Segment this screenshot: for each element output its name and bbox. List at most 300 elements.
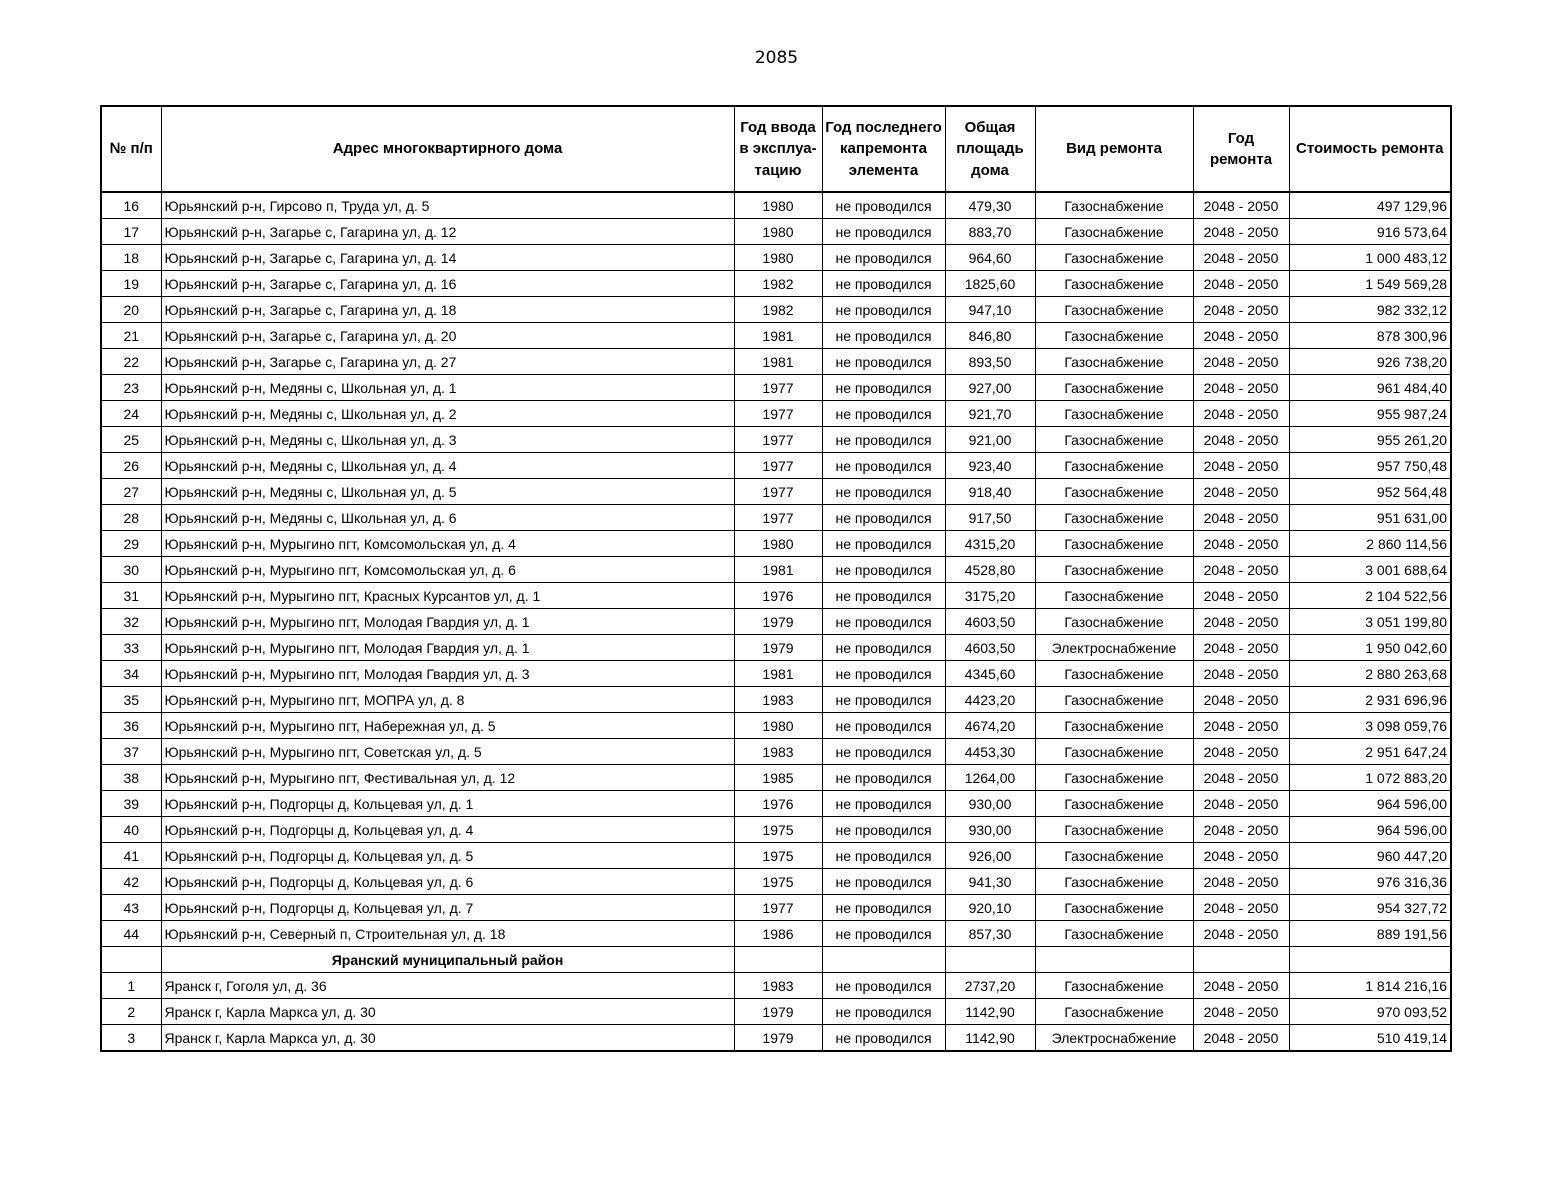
table-row: [101, 713, 1451, 739]
empty-cell: [822, 947, 945, 973]
cell-num: 20: [101, 297, 161, 323]
header-repair-type: Вид ремонта: [1035, 106, 1193, 192]
cell-year-last-repair: не проводился: [822, 375, 945, 401]
cell-repair-type: Газоснабжение: [1035, 531, 1193, 557]
cell-area: 2737,20: [945, 973, 1035, 999]
cell-year-last-repair: не проводился: [822, 713, 945, 739]
cell-address: Яранск г, Карла Маркса ул, д. 30: [161, 1025, 734, 1052]
cell-repair-type: Электроснабжение: [1035, 1025, 1193, 1052]
cell-year-commissioned: 1977: [734, 375, 822, 401]
cell-repair-type: Газоснабжение: [1035, 271, 1193, 297]
cell-area: 4674,20: [945, 713, 1035, 739]
cell-year-last-repair: не проводился: [822, 765, 945, 791]
table-row: [101, 791, 1451, 817]
cell-year-commissioned: 1983: [734, 973, 822, 999]
cell-year-last-repair: не проводился: [822, 531, 945, 557]
cell-num: 3: [101, 1025, 161, 1052]
cell-area: 921,00: [945, 427, 1035, 453]
cell-year-commissioned: 1977: [734, 401, 822, 427]
cell-cost: 952 564,48: [1289, 479, 1451, 505]
cell-repair-type: Газоснабжение: [1035, 453, 1193, 479]
cell-address: Юрьянский р-н, Загарье с, Гагарина ул, д. 18: [161, 297, 734, 323]
cell-repair-period: 2048 - 2050: [1193, 192, 1289, 219]
cell-year-last-repair: не проводился: [822, 817, 945, 843]
cell-cost: 878 300,96: [1289, 323, 1451, 349]
table-row: [101, 973, 1451, 999]
table-row: [101, 635, 1451, 661]
cell-repair-type: Газоснабжение: [1035, 895, 1193, 921]
cell-repair-type: Газоснабжение: [1035, 505, 1193, 531]
cell-year-last-repair: не проводился: [822, 219, 945, 245]
cell-repair-period: 2048 - 2050: [1193, 713, 1289, 739]
cell-year-last-repair: не проводился: [822, 271, 945, 297]
cell-address: Юрьянский р-н, Мурыгино пгт, Молодая Гвардия ул, д. 1: [161, 635, 734, 661]
cell-area: 964,60: [945, 245, 1035, 271]
cell-year-last-repair: не проводился: [822, 349, 945, 375]
cell-year-commissioned: 1979: [734, 999, 822, 1025]
cell-address: Юрьянский р-н, Медяны с, Школьная ул, д. 2: [161, 401, 734, 427]
cell-num: 32: [101, 609, 161, 635]
cell-num: 29: [101, 531, 161, 557]
cell-year-commissioned: 1982: [734, 271, 822, 297]
table-row: [101, 921, 1451, 947]
cell-cost: 1 000 483,12: [1289, 245, 1451, 271]
cell-address: Юрьянский р-н, Подгорцы д, Кольцевая ул, д. 6: [161, 869, 734, 895]
header-address: Адрес многоквартирного дома: [161, 106, 734, 192]
cell-repair-period: 2048 - 2050: [1193, 531, 1289, 557]
cell-address: Юрьянский р-н, Мурыгино пгт, Набережная ул, д. 5: [161, 713, 734, 739]
cell-area: 918,40: [945, 479, 1035, 505]
cell-repair-period: 2048 - 2050: [1193, 219, 1289, 245]
cell-cost: 960 447,20: [1289, 843, 1451, 869]
cell-area: 893,50: [945, 349, 1035, 375]
table-row: [101, 843, 1451, 869]
cell-address: Юрьянский р-н, Загарье с, Гагарина ул, д. 14: [161, 245, 734, 271]
cell-repair-type: Газоснабжение: [1035, 687, 1193, 713]
cell-repair-type: Газоснабжение: [1035, 557, 1193, 583]
cell-repair-type: Газоснабжение: [1035, 323, 1193, 349]
cell-num: 31: [101, 583, 161, 609]
table-row: [101, 349, 1451, 375]
cell-repair-period: 2048 - 2050: [1193, 557, 1289, 583]
empty-cell: [1035, 947, 1193, 973]
cell-repair-period: 2048 - 2050: [1193, 375, 1289, 401]
cell-year-last-repair: не проводился: [822, 973, 945, 999]
cell-num: 17: [101, 219, 161, 245]
cell-address: Юрьянский р-н, Мурыгино пгт, Фестивальная ул, д. 12: [161, 765, 734, 791]
cell-num: 26: [101, 453, 161, 479]
cell-num: 37: [101, 739, 161, 765]
cell-num: 18: [101, 245, 161, 271]
table-row: [101, 453, 1451, 479]
cell-area: 883,70: [945, 219, 1035, 245]
cell-year-commissioned: 1983: [734, 739, 822, 765]
table-row: [101, 739, 1451, 765]
cell-num: 39: [101, 791, 161, 817]
table-row: [101, 557, 1451, 583]
cell-repair-type: Газоснабжение: [1035, 843, 1193, 869]
cell-cost: 955 261,20: [1289, 427, 1451, 453]
cell-address: Юрьянский р-н, Мурыгино пгт, Советская ул, д. 5: [161, 739, 734, 765]
cell-address: Юрьянский р-н, Мурыгино пгт, Молодая Гвардия ул, д. 3: [161, 661, 734, 687]
cell-area: 1264,00: [945, 765, 1035, 791]
cell-repair-type: Газоснабжение: [1035, 401, 1193, 427]
cell-cost: 3 001 688,64: [1289, 557, 1451, 583]
cell-year-last-repair: не проводился: [822, 869, 945, 895]
cell-num: 44: [101, 921, 161, 947]
cell-area: 4603,50: [945, 609, 1035, 635]
table-row: [101, 401, 1451, 427]
table-row: [101, 479, 1451, 505]
cell-cost: 1 549 569,28: [1289, 271, 1451, 297]
cell-year-commissioned: 1981: [734, 661, 822, 687]
cell-repair-type: Газоснабжение: [1035, 219, 1193, 245]
cell-repair-type: Газоснабжение: [1035, 921, 1193, 947]
table-row: [101, 1025, 1451, 1052]
cell-address: Юрьянский р-н, Загарье с, Гагарина ул, д. 20: [161, 323, 734, 349]
cell-repair-period: 2048 - 2050: [1193, 427, 1289, 453]
table-row: [101, 245, 1451, 271]
cell-cost: 2 951 647,24: [1289, 739, 1451, 765]
cell-repair-period: 2048 - 2050: [1193, 999, 1289, 1025]
cell-repair-type: Газоснабжение: [1035, 661, 1193, 687]
cell-area: 941,30: [945, 869, 1035, 895]
cell-repair-type: Газоснабжение: [1035, 791, 1193, 817]
cell-repair-period: 2048 - 2050: [1193, 453, 1289, 479]
cell-num: 40: [101, 817, 161, 843]
cell-repair-period: 2048 - 2050: [1193, 505, 1289, 531]
cell-year-commissioned: 1981: [734, 557, 822, 583]
cell-repair-type: Газоснабжение: [1035, 245, 1193, 271]
table-row: [101, 765, 1451, 791]
table-row: [101, 271, 1451, 297]
table-body: [101, 192, 1451, 1051]
cell-address: Юрьянский р-н, Медяны с, Школьная ул, д. 3: [161, 427, 734, 453]
cell-repair-period: 2048 - 2050: [1193, 1025, 1289, 1052]
cell-year-commissioned: 1980: [734, 531, 822, 557]
header-year-commissioned: Год ввода в эксплуа-тацию: [734, 106, 822, 192]
cell-area: 930,00: [945, 791, 1035, 817]
cell-repair-period: 2048 - 2050: [1193, 817, 1289, 843]
cell-year-commissioned: 1977: [734, 427, 822, 453]
cell-cost: 2 931 696,96: [1289, 687, 1451, 713]
cell-num: 34: [101, 661, 161, 687]
cell-year-last-repair: не проводился: [822, 739, 945, 765]
cell-repair-type: Газоснабжение: [1035, 817, 1193, 843]
cell-cost: 976 316,36: [1289, 869, 1451, 895]
cell-repair-period: 2048 - 2050: [1193, 869, 1289, 895]
cell-cost: 2 104 522,56: [1289, 583, 1451, 609]
cell-year-last-repair: не проводился: [822, 999, 945, 1025]
cell-repair-type: Газоснабжение: [1035, 349, 1193, 375]
cell-num: 23: [101, 375, 161, 401]
cell-area: 4315,20: [945, 531, 1035, 557]
cell-year-last-repair: не проводился: [822, 1025, 945, 1052]
cell-address: Яранск г, Гоголя ул, д. 36: [161, 973, 734, 999]
cell-area: 1142,90: [945, 999, 1035, 1025]
cell-year-last-repair: не проводился: [822, 479, 945, 505]
cell-address: Юрьянский р-н, Загарье с, Гагарина ул, д. 27: [161, 349, 734, 375]
cell-year-commissioned: 1979: [734, 635, 822, 661]
cell-address: Юрьянский р-н, Мурыгино пгт, МОПРА ул, д. 8: [161, 687, 734, 713]
cell-address: Юрьянский р-н, Мурыгино пгт, Молодая Гвардия ул, д. 1: [161, 609, 734, 635]
cell-area: 3175,20: [945, 583, 1035, 609]
table-row: [101, 687, 1451, 713]
cell-area: 4528,80: [945, 557, 1035, 583]
empty-cell: [734, 947, 822, 973]
cell-num: 42: [101, 869, 161, 895]
empty-cell: [945, 947, 1035, 973]
cell-year-last-repair: не проводился: [822, 401, 945, 427]
cell-repair-period: 2048 - 2050: [1193, 297, 1289, 323]
cell-year-last-repair: не проводился: [822, 687, 945, 713]
cell-cost: 2 880 263,68: [1289, 661, 1451, 687]
cell-num: 30: [101, 557, 161, 583]
cell-year-last-repair: не проводился: [822, 635, 945, 661]
table-row: [101, 661, 1451, 687]
cell-repair-period: 2048 - 2050: [1193, 791, 1289, 817]
cell-year-commissioned: 1986: [734, 921, 822, 947]
cell-address: Юрьянский р-н, Мурыгино пгт, Красных Курсантов ул, д. 1: [161, 583, 734, 609]
cell-repair-type: Газоснабжение: [1035, 297, 1193, 323]
cell-cost: 961 484,40: [1289, 375, 1451, 401]
cell-year-commissioned: 1977: [734, 895, 822, 921]
header-num: № п/п: [101, 106, 161, 192]
empty-cell: [101, 947, 161, 973]
cell-year-commissioned: 1979: [734, 1025, 822, 1052]
cell-year-last-repair: не проводился: [822, 843, 945, 869]
cell-area: 947,10: [945, 297, 1035, 323]
cell-repair-period: 2048 - 2050: [1193, 583, 1289, 609]
cell-repair-type: Электроснабжение: [1035, 635, 1193, 661]
table-row: [101, 895, 1451, 921]
cell-year-commissioned: 1981: [734, 349, 822, 375]
cell-cost: 964 596,00: [1289, 791, 1451, 817]
table-row: [101, 531, 1451, 557]
cell-address: Юрьянский р-н, Загарье с, Гагарина ул, д. 12: [161, 219, 734, 245]
cell-year-commissioned: 1976: [734, 791, 822, 817]
cell-cost: 2 860 114,56: [1289, 531, 1451, 557]
cell-cost: 964 596,00: [1289, 817, 1451, 843]
cell-repair-type: Газоснабжение: [1035, 739, 1193, 765]
cell-repair-type: Газоснабжение: [1035, 609, 1193, 635]
table-row: [101, 219, 1451, 245]
cell-repair-period: 2048 - 2050: [1193, 349, 1289, 375]
cell-area: 479,30: [945, 192, 1035, 219]
cell-address: Юрьянский р-н, Подгорцы д, Кольцевая ул, д. 7: [161, 895, 734, 921]
table-row: [101, 609, 1451, 635]
table-row: [101, 375, 1451, 401]
cell-year-last-repair: не проводился: [822, 297, 945, 323]
table-row: [101, 583, 1451, 609]
cell-address: Яранск г, Карла Маркса ул, д. 30: [161, 999, 734, 1025]
cell-address: Юрьянский р-н, Медяны с, Школьная ул, д. 4: [161, 453, 734, 479]
table-row: [101, 999, 1451, 1025]
cell-year-commissioned: 1980: [734, 245, 822, 271]
cell-repair-type: Газоснабжение: [1035, 973, 1193, 999]
cell-num: 24: [101, 401, 161, 427]
cell-address: Юрьянский р-н, Подгорцы д, Кольцевая ул, д. 4: [161, 817, 734, 843]
cell-num: 22: [101, 349, 161, 375]
cell-year-commissioned: 1980: [734, 192, 822, 219]
cell-repair-type: Газоснабжение: [1035, 765, 1193, 791]
cell-year-last-repair: не проводился: [822, 505, 945, 531]
cell-repair-type: Газоснабжение: [1035, 869, 1193, 895]
cell-year-last-repair: не проводился: [822, 245, 945, 271]
cell-cost: 955 987,24: [1289, 401, 1451, 427]
cell-year-commissioned: 1977: [734, 479, 822, 505]
cell-repair-period: 2048 - 2050: [1193, 245, 1289, 271]
cell-year-last-repair: не проводился: [822, 661, 945, 687]
table-row: [101, 297, 1451, 323]
cell-area: 926,00: [945, 843, 1035, 869]
cell-area: 920,10: [945, 895, 1035, 921]
cell-repair-period: 2048 - 2050: [1193, 661, 1289, 687]
table-row: [101, 192, 1451, 219]
cell-year-commissioned: 1981: [734, 323, 822, 349]
cell-address: Юрьянский р-н, Подгорцы д, Кольцевая ул, д. 1: [161, 791, 734, 817]
cell-address: Юрьянский р-н, Загарье с, Гагарина ул, д. 16: [161, 271, 734, 297]
cell-address: Юрьянский р-н, Мурыгино пгт, Комсомольская ул, д. 6: [161, 557, 734, 583]
cell-area: 857,30: [945, 921, 1035, 947]
cell-num: 25: [101, 427, 161, 453]
cell-repair-type: Газоснабжение: [1035, 427, 1193, 453]
cell-address: Юрьянский р-н, Медяны с, Школьная ул, д. 5: [161, 479, 734, 505]
cell-repair-period: 2048 - 2050: [1193, 973, 1289, 999]
cell-cost: 926 738,20: [1289, 349, 1451, 375]
cell-repair-type: Газоснабжение: [1035, 999, 1193, 1025]
table-row: [101, 869, 1451, 895]
cell-num: 28: [101, 505, 161, 531]
cell-year-last-repair: не проводился: [822, 895, 945, 921]
cell-repair-type: Газоснабжение: [1035, 375, 1193, 401]
cell-year-commissioned: 1975: [734, 817, 822, 843]
cell-repair-period: 2048 - 2050: [1193, 271, 1289, 297]
cell-year-commissioned: 1975: [734, 869, 822, 895]
cell-area: 923,40: [945, 453, 1035, 479]
cell-num: 43: [101, 895, 161, 921]
cell-num: 19: [101, 271, 161, 297]
cell-cost: 3 051 199,80: [1289, 609, 1451, 635]
page-number: 2085: [754, 48, 799, 68]
cell-num: 36: [101, 713, 161, 739]
cell-address: Юрьянский р-н, Подгорцы д, Кольцевая ул, д. 5: [161, 843, 734, 869]
cell-cost: 951 631,00: [1289, 505, 1451, 531]
cell-address: Юрьянский р-н, Северный п, Строительная ул, д. 18: [161, 921, 734, 947]
cell-year-last-repair: не проводился: [822, 921, 945, 947]
cell-repair-period: 2048 - 2050: [1193, 765, 1289, 791]
cell-year-last-repair: не проводился: [822, 557, 945, 583]
cell-year-last-repair: не проводился: [822, 323, 945, 349]
cell-cost: 957 750,48: [1289, 453, 1451, 479]
cell-area: 4603,50: [945, 635, 1035, 661]
cell-num: 1: [101, 973, 161, 999]
cell-cost: 916 573,64: [1289, 219, 1451, 245]
cell-year-last-repair: не проводился: [822, 791, 945, 817]
header-year-last-repair: Год последнего капремонта элемента: [822, 106, 945, 192]
table-row: [101, 323, 1451, 349]
cell-repair-period: 2048 - 2050: [1193, 401, 1289, 427]
cell-num: 38: [101, 765, 161, 791]
cell-area: 846,80: [945, 323, 1035, 349]
cell-cost: 510 419,14: [1289, 1025, 1451, 1052]
cell-address: Юрьянский р-н, Медяны с, Школьная ул, д. 1: [161, 375, 734, 401]
cell-repair-period: 2048 - 2050: [1193, 843, 1289, 869]
cell-address: Юрьянский р-н, Мурыгино пгт, Комсомольская ул, д. 4: [161, 531, 734, 557]
cell-repair-period: 2048 - 2050: [1193, 609, 1289, 635]
cell-num: 35: [101, 687, 161, 713]
cell-year-last-repair: не проводился: [822, 583, 945, 609]
cell-cost: 1 950 042,60: [1289, 635, 1451, 661]
cell-area: 4453,30: [945, 739, 1035, 765]
cell-area: 927,00: [945, 375, 1035, 401]
cell-year-commissioned: 1983: [734, 687, 822, 713]
cell-cost: 982 332,12: [1289, 297, 1451, 323]
cell-cost: 954 327,72: [1289, 895, 1451, 921]
cell-area: 4345,60: [945, 661, 1035, 687]
cell-year-commissioned: 1977: [734, 453, 822, 479]
cell-repair-period: 2048 - 2050: [1193, 323, 1289, 349]
cell-cost: 497 129,96: [1289, 192, 1451, 219]
cell-address: Юрьянский р-н, Медяны с, Школьная ул, д. 6: [161, 505, 734, 531]
cell-num: 2: [101, 999, 161, 1025]
cell-cost: 970 093,52: [1289, 999, 1451, 1025]
table-row: [101, 505, 1451, 531]
cell-area: 4423,20: [945, 687, 1035, 713]
cell-repair-period: 2048 - 2050: [1193, 739, 1289, 765]
cell-year-last-repair: не проводился: [822, 427, 945, 453]
section-title: Яранский муниципальный район: [161, 947, 734, 973]
cell-num: 27: [101, 479, 161, 505]
cell-repair-period: 2048 - 2050: [1193, 921, 1289, 947]
repair-registry-table: [100, 105, 1452, 1052]
cell-cost: 889 191,56: [1289, 921, 1451, 947]
cell-repair-period: 2048 - 2050: [1193, 895, 1289, 921]
cell-area: 921,70: [945, 401, 1035, 427]
cell-repair-period: 2048 - 2050: [1193, 479, 1289, 505]
cell-repair-type: Газоснабжение: [1035, 479, 1193, 505]
cell-area: 930,00: [945, 817, 1035, 843]
cell-cost: 1 814 216,16: [1289, 973, 1451, 999]
cell-cost: 3 098 059,76: [1289, 713, 1451, 739]
header-repair-period: Год ремонта: [1193, 106, 1289, 192]
cell-repair-period: 2048 - 2050: [1193, 635, 1289, 661]
table-row: [101, 817, 1451, 843]
cell-num: 16: [101, 192, 161, 219]
cell-cost: 1 072 883,20: [1289, 765, 1451, 791]
table-row: [101, 427, 1451, 453]
cell-repair-type: Газоснабжение: [1035, 713, 1193, 739]
cell-num: 33: [101, 635, 161, 661]
cell-num: 21: [101, 323, 161, 349]
cell-num: 41: [101, 843, 161, 869]
cell-year-commissioned: 1976: [734, 583, 822, 609]
cell-area: 1825,60: [945, 271, 1035, 297]
cell-year-commissioned: 1979: [734, 609, 822, 635]
cell-area: 917,50: [945, 505, 1035, 531]
cell-repair-type: Газоснабжение: [1035, 192, 1193, 219]
cell-year-commissioned: 1985: [734, 765, 822, 791]
cell-year-last-repair: не проводился: [822, 453, 945, 479]
cell-year-commissioned: 1975: [734, 843, 822, 869]
header-area: Общая площадь дома: [945, 106, 1035, 192]
cell-year-last-repair: не проводился: [822, 192, 945, 219]
cell-year-commissioned: 1980: [734, 219, 822, 245]
cell-area: 1142,90: [945, 1025, 1035, 1052]
section-header-row: [101, 947, 1451, 973]
cell-repair-type: Газоснабжение: [1035, 583, 1193, 609]
cell-year-last-repair: не проводился: [822, 609, 945, 635]
